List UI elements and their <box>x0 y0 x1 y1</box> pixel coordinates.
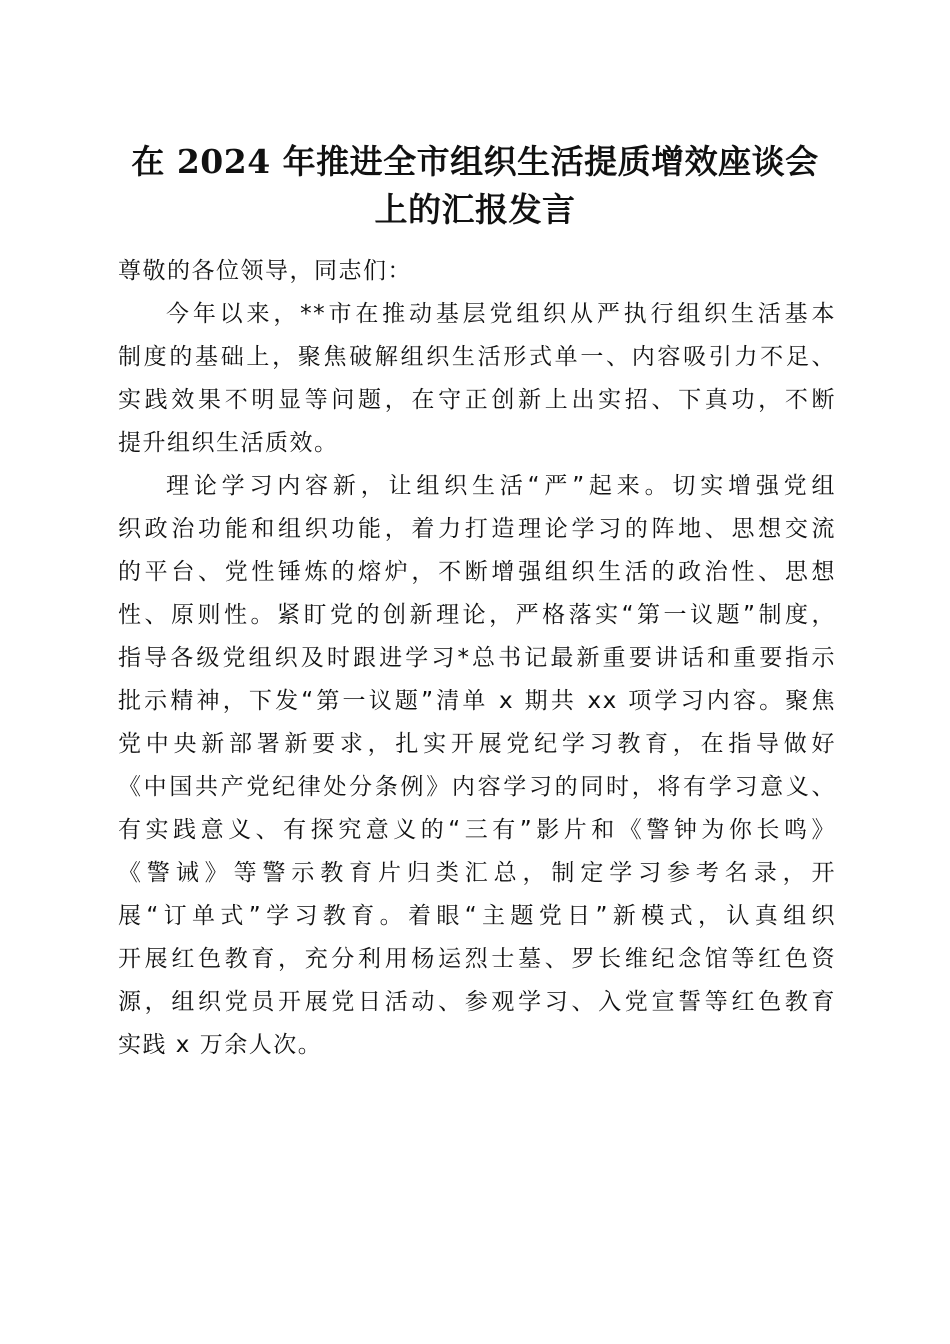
paragraph-line: 《警诫》等警示教育片归类汇总，制定学习参考名录，开 <box>118 860 836 886</box>
paragraph-line: 《中国共产党纪律处分条例》内容学习的同时，将有学习意义、 <box>118 774 836 800</box>
paragraph-1 <box>118 293 836 465</box>
paragraph-line: 理论学习内容新，让组织生活“严”起来。切实增强党组 <box>166 473 836 499</box>
paragraph-line: 织政治功能和组织功能，着力打造理论学习的阵地、思想交流 <box>118 516 836 542</box>
paragraph-line: 有实践意义、有探究意义的“三有”影片和《警钟为你长鸣》 <box>118 817 836 843</box>
title-line-1: 在 2024 年推进全市组织生活提质增效座谈会 <box>131 142 819 181</box>
paragraph-line: 开展红色教育，充分利用杨运烈士墓、罗长维纪念馆等红色资 <box>118 946 836 972</box>
paragraph-line: 源，组织党员开展党日活动、参观学习、入党宣誓等红色教育 <box>118 989 836 1015</box>
paragraph-line: 提升组织生活质效。 <box>118 430 339 456</box>
paragraph-line: 制度的基础上，聚焦破解组织生活形式单一、内容吸引力不足、 <box>118 344 836 370</box>
document-body <box>118 250 836 1067</box>
paragraph-line: 展“订单式”学习教育。着眼“主题党日”新模式，认真组织 <box>118 903 836 929</box>
paragraph-line: 的平台、党性锤炼的熔炉，不断增强组织生活的政治性、思想 <box>118 559 836 585</box>
paragraph-line: 批示精神，下发“第一议题”清单 x 期共 xx 项学习内容。聚焦 <box>118 688 836 714</box>
salutation: 尊敬的各位领导，同志们： <box>118 258 412 284</box>
document-title <box>100 138 850 234</box>
paragraph-line: 实践效果不明显等问题，在守正创新上出实招、下真功，不断 <box>118 387 836 413</box>
paragraph-line: 指导各级党组织及时跟进学习*总书记最新重要讲话和重要指示 <box>118 645 836 671</box>
paragraph-line: 今年以来，**市在推动基层党组织从严执行组织生活基本 <box>166 301 836 327</box>
paragraph-line: 性、原则性。紧盯党的创新理论，严格落实“第一议题”制度， <box>118 602 836 628</box>
paragraph-2 <box>118 465 836 1067</box>
paragraph-line: 实践 x 万余人次。 <box>118 1032 323 1058</box>
paragraph-line: 党中央新部署新要求，扎实开展党纪学习教育，在指导做好 <box>118 731 836 757</box>
title-line-2: 上的汇报发言 <box>374 190 576 229</box>
